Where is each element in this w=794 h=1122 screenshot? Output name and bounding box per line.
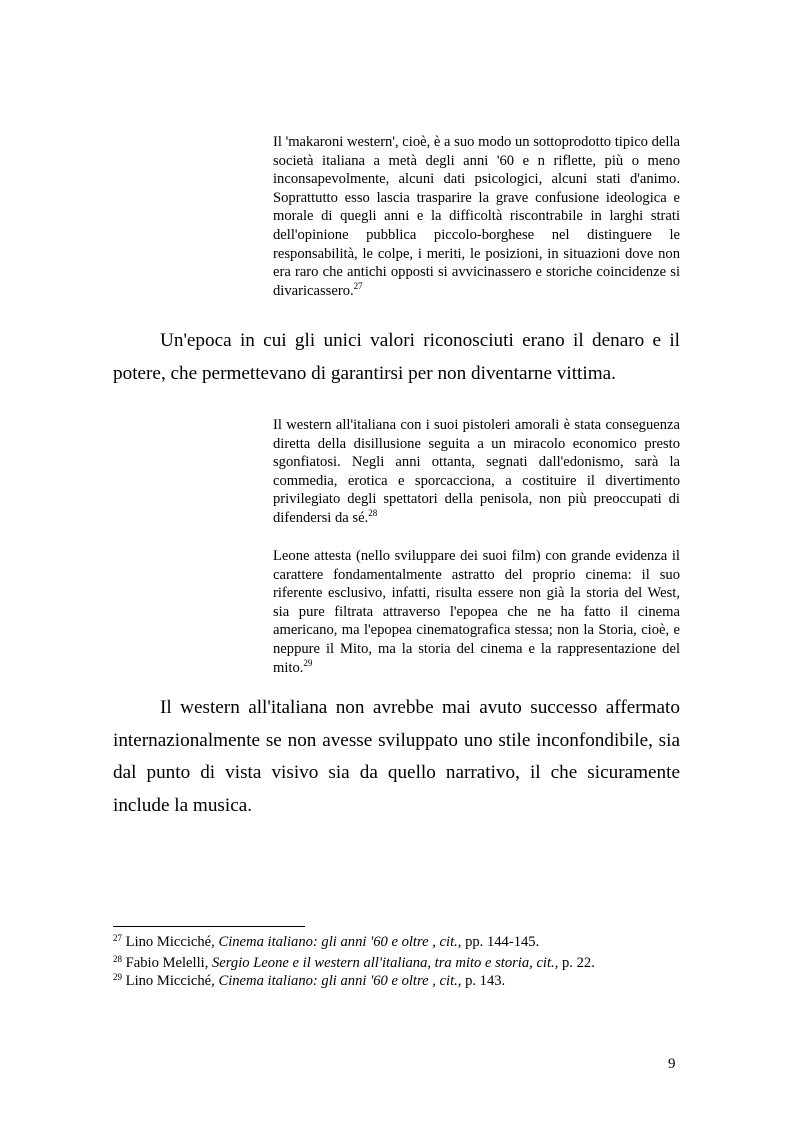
footnote-28 [113,955,693,972]
footnote-pages: pp. 144-145. [461,934,540,950]
footnote-27 [113,934,693,951]
block-quote-2-text: Il western all'italiana con i suoi pistoleri amorali è stata conseguenza diretta della disillusione seguita a un miracolo economico presto sgonfiatosi. Negli anni ottanta, segnati dall'edonismo, sarà la commedia, erotica e sporcacciona, a costituire il divertimento privilegiato degli spettatori della penisola, non più preoccupati di difendersi da sé. [273,417,680,526]
footnote-title: Sergio Leone e il western all'italiana, tra mito e storia [212,955,530,971]
footnote-author: Lino Micciché, [125,934,219,950]
page-number: 9 [668,1056,676,1072]
footnote-pages: p. 143. [461,973,506,989]
footnote-pages: , p. 22. [554,955,595,971]
footnote-29 [113,973,693,990]
footnote-number: 29 [113,972,122,982]
footnote-pages-prefix: , [529,955,537,971]
footnote-author: Lino Micciché, [125,973,219,989]
footnote-ref-27[interactable]: 27 [353,280,363,291]
body-paragraph-2: Il western all'italiana non avrebbe mai avuto successo affermato internazionalmente se non avesse sviluppato uno stile inconfondibile, sia dal punto di vista visivo sia da quello narrativo, il che sicuramente include la musica. [113,697,680,816]
block-quote-1-text: Il 'makaroni western', cioè, è a suo modo un sottoprodotto tipico della società italiana a metà degli anni '60 e n riflette, più o meno inconsapevolmente, alcuni dati psicologici, alcuni stati d'animo. Soprattutto esso lascia trasparire la grave confusione ideologica e morale di quegli anni e la difficoltà riscontrabile in larghi strati dell'opinione pubblica piccolo-borghese nel distinguere le responsabilità, le colpe, i meriti, le posizioni, in situazioni dove non era raro che antichi opposti si avvicinassero e storiche coincidenze si divaricassero. [273,134,680,299]
footnote-divider [113,926,305,927]
footnote-author: Fabio Melelli, [125,955,212,971]
footnote-cit: cit. [536,955,555,971]
footnote-ref-29[interactable]: 29 [303,657,313,668]
footnote-title: Cinema italiano: gli anni '60 e oltre , cit., [218,934,462,950]
block-quote-2 [273,416,680,528]
footnote-number: 28 [113,954,122,964]
footnote-number: 27 [113,933,122,943]
body-paragraph-1: Un'epoca in cui gli unici valori riconosciuti erano il denaro e il potere, che permettevano di garantirsi per non diventarne vittima. [113,330,680,384]
footnote-ref-28[interactable]: 28 [368,507,378,518]
block-quote-3 [273,547,680,677]
block-quote-3-text: Leone attesta (nello sviluppare dei suoi film) con grande evidenza il carattere fondamentalmente astratto del proprio cinema: il suo riferente esclusivo, infatti, risulta essere non già la storia del West, sia pure filtrata attraverso l'epopea che ne ha fatto il cinema americano, ma l'epopea cinematografica stessa; non la Storia, cioè, e neppure il Mito, ma la storia del cinema e la rappresentazione del mito. [273,548,680,676]
block-quote-1 [273,133,680,300]
footnote-title: Cinema italiano: gli anni '60 e oltre , cit., [218,973,462,989]
